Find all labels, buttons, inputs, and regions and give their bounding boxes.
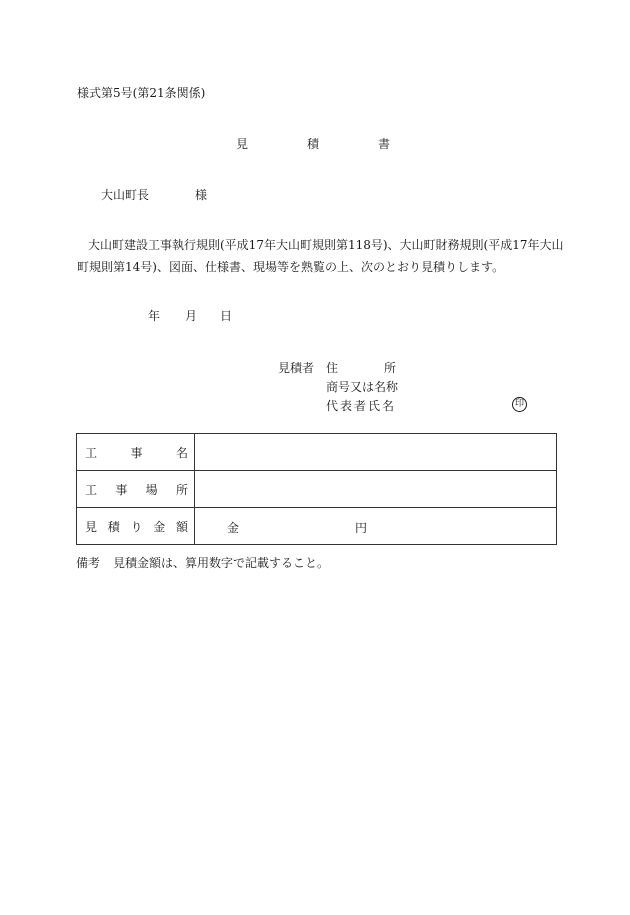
project-details-table (76, 433, 557, 545)
project-name-field[interactable] (195, 434, 557, 471)
estimate-amount-label (77, 508, 195, 545)
amount-unit: 円 (355, 521, 368, 535)
label-char: 見 (85, 519, 98, 534)
address-label-char: 所 (384, 361, 397, 375)
body-line: 町規則第14号)、図面、仕様書、現場等を熟覧の上、次のとおり見積りします。 (77, 260, 504, 274)
table-row (77, 434, 557, 471)
title-char: 見 (236, 137, 249, 151)
label-char: 事 (130, 445, 143, 460)
representative-name-label: 代表者氏名 (326, 399, 397, 413)
remarks-label: 備考 (76, 556, 101, 570)
label-char: 工 (85, 445, 98, 460)
project-name-label (77, 434, 195, 471)
table-row (77, 508, 557, 545)
title-char: 書 (378, 137, 391, 151)
title-char: 積 (307, 137, 320, 151)
label-char: 場 (145, 482, 158, 497)
label-char: り (130, 519, 143, 534)
label-char: 事 (115, 482, 128, 497)
form-number: 様式第5号(第21条関係) (77, 86, 206, 100)
label-char: 金 (153, 519, 166, 534)
trade-name-label: 商号又は名称 (326, 380, 399, 394)
date-month-label: 月 (185, 309, 198, 323)
label-char: 工 (85, 482, 98, 497)
project-location-field[interactable] (195, 471, 557, 508)
date-day-label: 日 (220, 309, 233, 323)
date-year-label: 年 (148, 309, 161, 323)
address-label-char: 住 (326, 361, 339, 375)
estimator-heading: 見積者 (278, 361, 315, 375)
project-location-label (77, 471, 195, 508)
estimate-amount-field[interactable] (195, 508, 557, 545)
addressee-honorific: 様 (195, 188, 208, 202)
remarks-text: 見積金額は、算用数字で記載すること。 (113, 556, 330, 570)
label-char: 所 (175, 482, 188, 497)
addressee-name: 大山町長 (101, 188, 150, 202)
body-line: 大山町建設工事執行規則(平成17年大山町規則第118号)、大山町財務規則(平成17年大山 (88, 238, 564, 252)
label-char: 名 (175, 445, 188, 460)
label-char: 積 (107, 519, 120, 534)
amount-prefix: 金 (227, 521, 240, 535)
table-row (77, 471, 557, 508)
label-char: 額 (175, 519, 188, 534)
seal-icon: 印 (512, 397, 527, 412)
